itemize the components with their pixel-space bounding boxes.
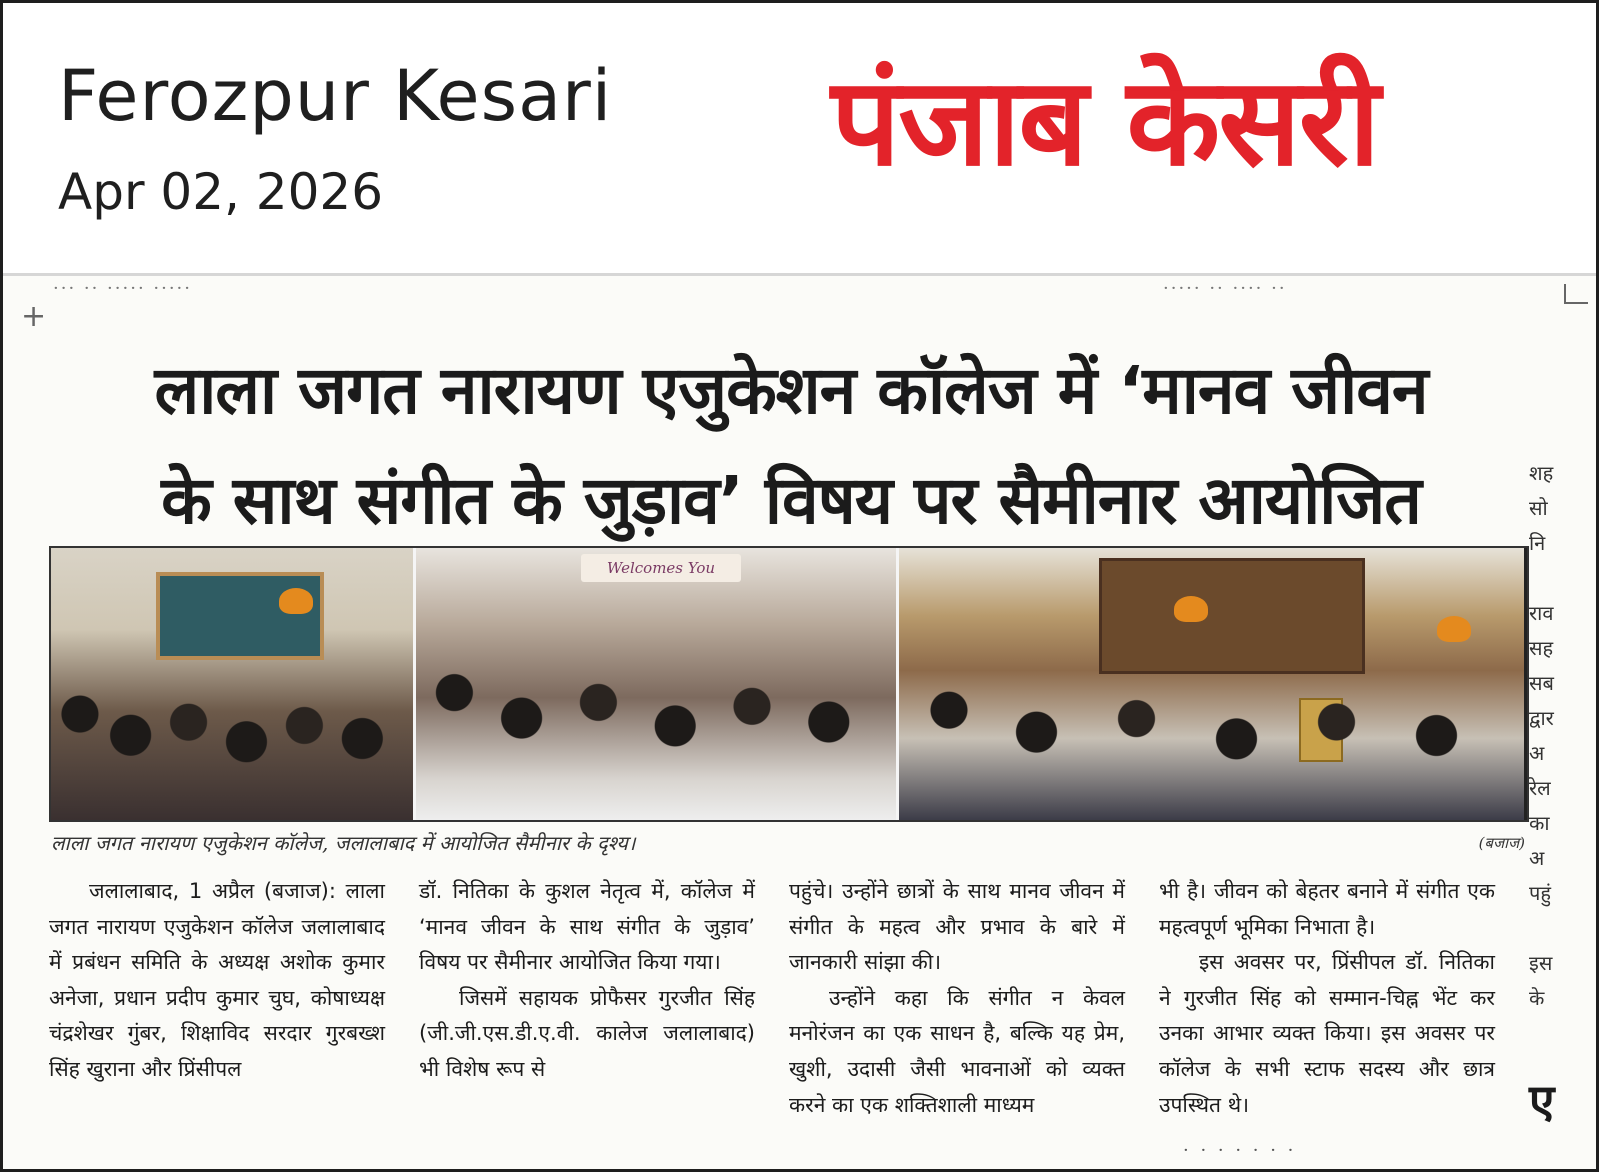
edition-name: Ferozpur Kesari [58,55,613,137]
fragment-line [1529,911,1577,946]
newspaper-masthead-logo: पंजाब केसरी [831,51,1379,193]
fragment-line: अ [1529,741,1545,765]
fragment-line: सो [1529,496,1548,520]
article-headline [51,336,1531,556]
paragraph: भी है। जीवन को बेहतर बनाने में संगीत एक महत्वपूर्ण भूमिका निभाता है। [1159,879,1495,939]
seminar-photo-felicitation [896,548,1524,820]
blackboard [156,572,324,660]
edition-date: Apr 02, 2026 [58,163,384,221]
audience-heads [51,657,413,820]
cut-off-text-bottom: · · · · · · · [1183,1140,1297,1161]
article-column-1 [49,874,385,1119]
seminar-photo-audience [413,548,896,820]
newspaper-clipping [3,276,1596,1169]
fragment-line: इस [1529,951,1553,975]
caption-credit: (बजाज) [1478,834,1525,852]
adjacent-article-fragment [1529,456,1577,1016]
turban [1174,596,1208,622]
crop-mark-icon: + [21,299,47,334]
fragment-line: सह [1529,636,1554,660]
welcome-banner: Welcomes You [581,554,741,582]
fragment-line: राव [1529,601,1554,625]
fragment-line: शह [1529,461,1554,485]
fragment-line: द्वार [1529,706,1554,730]
fragment-line: का [1529,811,1550,835]
article-column-4 [1159,874,1495,1119]
article-column-2 [419,874,755,1119]
fragment-line: नि [1529,531,1546,555]
fragment-line: अ [1529,846,1545,870]
headline-line-1: लाला जगत नारायण एजुकेशन कॉलेज में ‘मानव जीवन [154,352,1428,429]
audience-heads [416,624,896,820]
paragraph: जिसमें सहायक प्रोफैसर गुरजीत सिंह (जी.जी.एस.डी.ए.वी. कालेज जलालाबाद) भी विशेष रूप से [419,985,755,1081]
cut-off-text-top-left: ··· ·· ····· ····· [53,278,192,299]
cut-off-text-top-right: ····· ·· ···· ·· [1163,278,1287,299]
turban [1437,616,1471,642]
article-column-3 [789,874,1125,1119]
turban [279,588,313,614]
clipping-header [3,3,1596,274]
fragment-line: सब [1529,671,1554,695]
photo-strip [49,546,1529,822]
fragment-line: पहुं [1529,881,1551,905]
fragment-line [1529,561,1577,596]
caption-text: लाला जगत नारायण एजुकेशन कॉलेज, जलालाबाद में आयोजित सैमीनार के दृश्य। [51,831,636,855]
photo-caption [51,829,1525,856]
headline-line-2: के साथ संगीत के जुड़ाव’ विषय पर सैमीनार आयोजित [161,462,1421,539]
paragraph: डॉ. नितिका के कुशल नेतृत्व में, कॉलेज में ‘मानव जीवन के साथ संगीत के जुड़ाव’ विषय पर सैमीनार आयोजित किया गया। [419,879,755,975]
adjacent-headline-fragment: ए [1529,1074,1555,1128]
article-body [49,874,1529,1119]
paragraph: जलालाबाद, 1 अप्रैल (बजाज): लाला जगत नारायण एजुकेशन कॉलेज जलालाबाद में प्रबंधन समिति के अध्यक्ष अशोक कुमार अनेजा, प्रधान प्रदीप कुमार चुघ, कोषाध्यक्ष चंद्रशेखर गुंबर, शिक्षाविद सरदार गुरबख्श सिंह खुराना और प्रिंसीपल [49,879,385,1081]
fragment-line: रेल [1529,776,1551,800]
paragraph: पहुंचे। उन्होंने छात्रों के साथ मानव जीवन में संगीत के महत्व और प्रभाव के बारे में जानकारी सांझा की। [789,879,1125,975]
corner-crop-icon [1564,284,1588,304]
seminar-photo-speaker [51,548,413,820]
group-people [899,651,1524,820]
paragraph: इस अवसर पर, प्रिंसीपल डॉ. नितिका ने गुरजीत सिंह को सम्मान-चिह्न भेंट कर उनका आभार व्यक्त किया। इस अवसर पर कॉलेज के सभी स्टाफ सदस्य और छात्र उपस्थित थे। [1159,950,1495,1117]
fragment-line: के [1529,986,1545,1010]
paragraph: उन्होंने कहा कि संगीत न केवल मनोरंजन का एक साधन है, बल्कि यह प्रेम, खुशी, उदासी जैसी भावनाओं को व्यक्त करने का एक शक्तिशाली माध्यम [789,985,1125,1117]
